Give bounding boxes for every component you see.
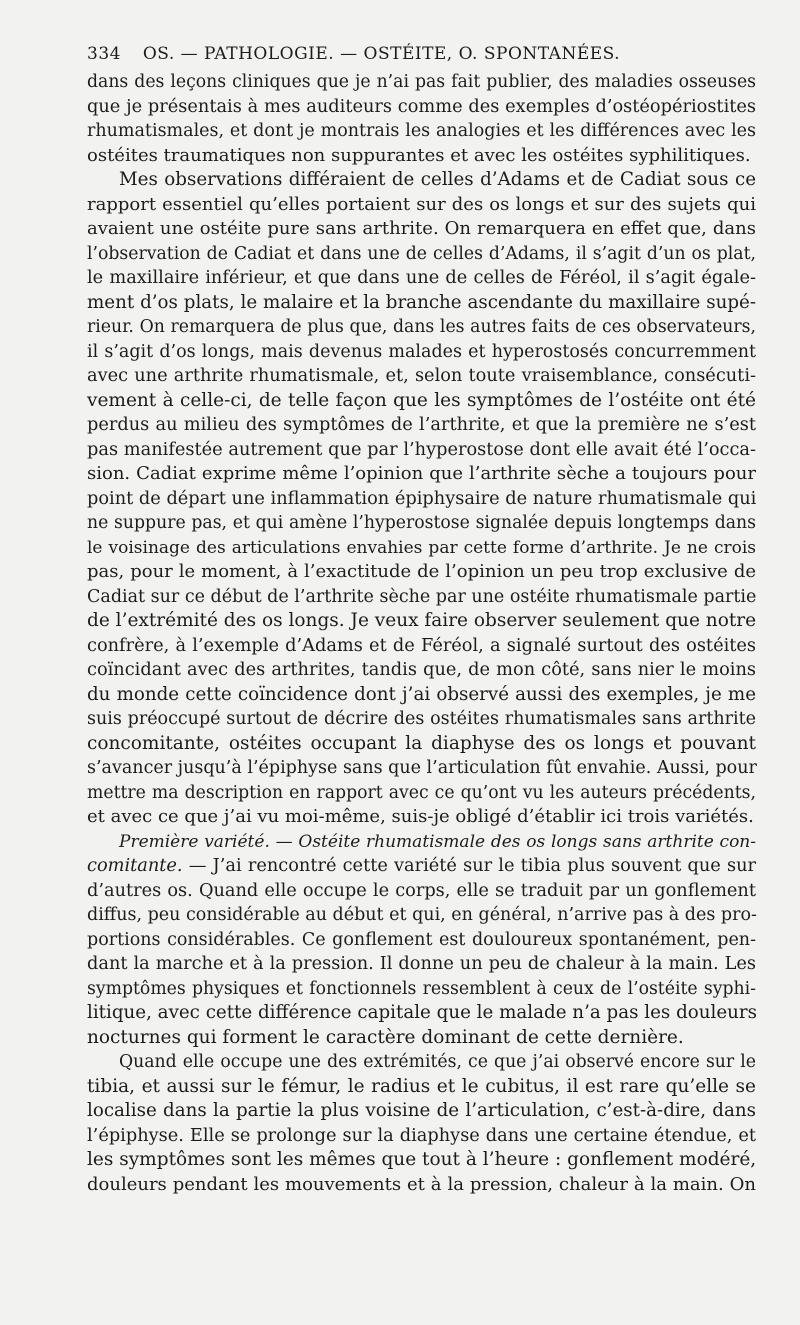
page-header [87, 44, 757, 64]
text-line-mixed [87, 854, 756, 879]
text-line: de l’extrémité des os longs. Je veux faire observer seulement que notre [87, 610, 757, 631]
body-text [87, 70, 756, 1197]
text-line: Quand elle occupe une des extrémités, ce que j’ai observé encore sur le [119, 1052, 756, 1072]
text-line: il s’agit d’os longs, mais devenus malades et hyperostosés concurremment [87, 341, 756, 362]
text-line: douleurs pendant les mouvements et à la pression, chaleur à la main. On [87, 1173, 756, 1195]
text-line: rieur. On remarquera de plus que, dans les autres faits de ces observateurs, [87, 317, 756, 337]
text-line: pas manifestée autrement que par l’hyperostose dont elle avait été l’occa- [87, 439, 756, 460]
text-line: s’avancer jusqu’à l’épiphyse sans que l’articulation fût envahie. Aussi, pour [87, 758, 757, 778]
text-line: Mes observations différaient de celles d’Adams et de Cadiat sous ce [119, 169, 756, 190]
text-line: pas, pour le moment, à l’exactitude de l’opinion un peu trop exclusive de [87, 561, 756, 582]
text-line: du monde cette coïncidence dont j’ai observé aussi des exemples, je me [87, 683, 756, 705]
text-line: portions considérables. Ce gonflement est douloureux spontanément, pen- [87, 929, 756, 950]
text-line: l’observation de Cadiat et dans une de celles d’Adams, il s’agit d’un os plat, [87, 243, 756, 264]
text-line: litique, avec cette différence capitale que le malade n’a pas les douleurs [87, 1002, 757, 1023]
text-line: mettre ma description en rapport avec ce qu’ont vu les auteurs précédents, [87, 782, 756, 803]
text-line: point de départ une inflammation épiphysaire de nature rhumatismale qui [87, 488, 757, 509]
text-line: l’épiphyse. Elle se prolonge sur la diaphyse dans une certaine étendue, et [87, 1125, 756, 1146]
text-line: et avec ce que j’ai vu moi-même, suis-je obligé d’établir ici trois variétés. [87, 806, 754, 827]
text-line: les symptômes sont les mêmes que tout à l’heure : gonflement modéré, [87, 1149, 757, 1170]
text-line: diffus, peu considérable au début et qui, en général, n’arrive pas à des pro- [87, 905, 757, 925]
text-line: ostéites traumatiques non suppurantes et avec les ostéites syphilitiques. [87, 144, 751, 166]
text-line: dans des leçons cliniques que je n’ai pas fait publier, des maladies osseuses [87, 72, 756, 92]
text-line: avaient une ostéite pure sans arthrite. On remarquera en effet que, dans [87, 218, 756, 239]
text-line: nocturnes qui forment le caractère dominant de cette dernière. [87, 1026, 684, 1048]
section-heading-line: Première variété. — Ostéite rhumatismale des os longs sans arthrite con- [119, 831, 756, 852]
text-line: dant la marche et à la pression. Il donne un peu de chaleur à la main. Les [87, 954, 756, 974]
text-line: sion. Cadiat exprime même l’opinion que l’arthrite sèche a toujours pour [87, 463, 756, 484]
text-line: vement à celle-ci, de telle façon que les symptômes de l’ostéite ont été [87, 389, 756, 411]
text-line: coïncidant avec des arthrites, tandis que, de mon côté, sans nier le moins [87, 660, 756, 680]
text-line: ne suppure pas, et qui amène l’hyperostose signalée depuis longtemps dans [87, 513, 756, 533]
section-heading-end: comitante. [87, 856, 183, 876]
text-line: que je présentais à mes auditeurs comme des exemples d’ostéopériostites [87, 96, 756, 117]
text-line: rhumatismales, et dont je montrais les analogies et les différences avec les [87, 121, 756, 141]
text-line: rapport essentiel qu’elles portaient sur des os longs et sur des sujets qui [87, 193, 756, 215]
text-line: symptômes physiques et fonctionnels ressemblent à ceux de l’ostéite syphi- [87, 978, 756, 999]
text-line: suis préoccupé surtout de décrire des ostéites rhumatismales sans arthrite [87, 709, 756, 729]
text-line: confrère, à l’exemple d’Adams et de Féréol, a signalé surtout des ostéites [87, 635, 756, 656]
text-line: le maxillaire inférieur, et que dans une de celles de Féréol, il s’agit égale- [87, 268, 756, 288]
running-head: OS. — PATHOLOGIE. — OSTÉITE, O. SPONTANÉES. [142, 44, 621, 64]
text-line: perdus au milieu des symptômes de l’arthrite, et que la première ne s’est [87, 415, 756, 435]
text-line: localise dans la partie la plus voisine de l’articulation, c’est-à-dire, dans [87, 1100, 756, 1121]
text-segment: — J’ai rencontré cette variété sur le tibia plus souvent que sur [182, 856, 756, 876]
text-line: d’autres os. Quand elle occupe le corps, elle se traduit par un gonflement [87, 880, 756, 901]
page-number: 334 [87, 44, 121, 64]
text-line: ment d’os plats, le malaire et la branche ascendante du maxillaire supé- [87, 291, 756, 313]
text-line: tibia, et aussi sur le fémur, le radius et le cubitus, il est rare qu’elle se [87, 1075, 756, 1097]
text-line: Cadiat sur ce début de l’arthrite sèche par une ostéite rhumatismale partie [87, 586, 757, 607]
text-line: le voisinage des articulations envahies par cette forme d’arthrite. Je ne crois [87, 537, 756, 558]
text-line: avec une arthrite rhumatismale, et, selon toute vraisemblance, consécuti- [87, 366, 756, 386]
text-line: concomitante, ostéites occupant la diaphyse des os longs et pouvant [87, 732, 756, 754]
